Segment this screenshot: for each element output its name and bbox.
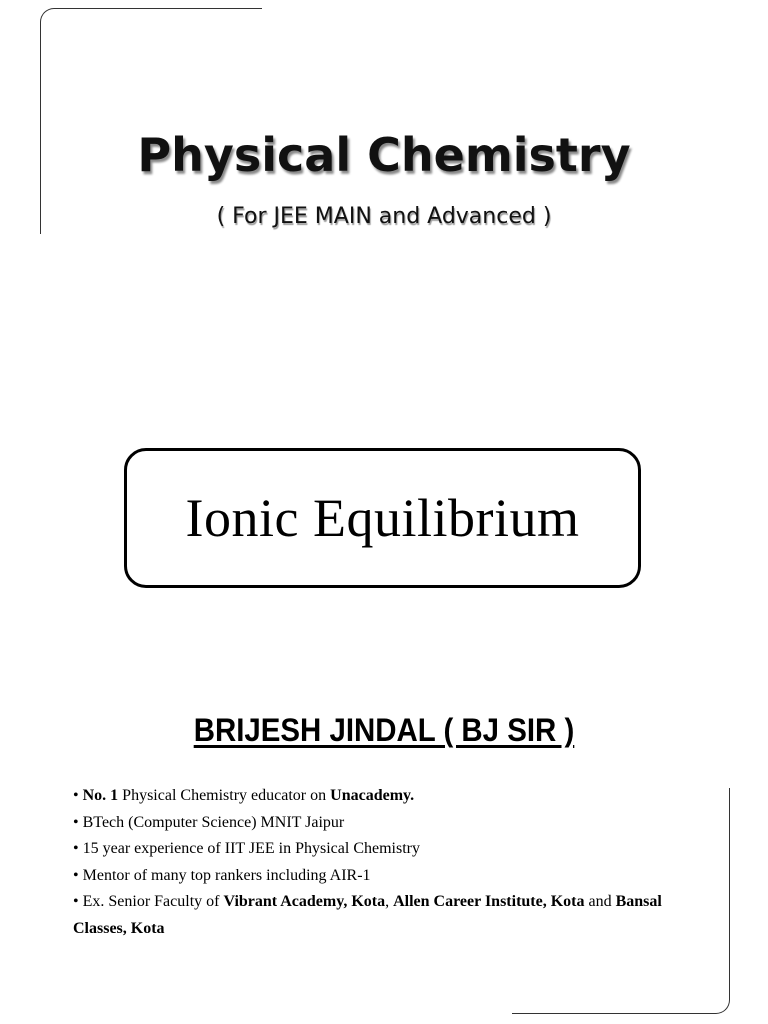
bio-text: Ex. Senior Faculty of (82, 893, 224, 910)
bio-institute: Allen Career Institute, Kota (393, 893, 585, 910)
author-bio-list (73, 783, 713, 942)
decorative-frame-top-left (40, 8, 262, 234)
bio-separator: , (385, 893, 394, 910)
book-title: Physical Chemistry (137, 128, 631, 182)
bio-platform: Unacademy. (330, 787, 415, 804)
bio-item (73, 863, 713, 890)
bio-institute: Bansal Classes, Kota (73, 893, 662, 937)
bio-item (73, 889, 713, 942)
bullet (73, 893, 83, 910)
bio-institute: Vibrant Academy, Kota (223, 893, 386, 910)
topic-title: Ionic Equilibrium (185, 488, 580, 548)
bio-rank: No. 1 (82, 787, 119, 804)
bullet (73, 787, 83, 804)
bio-text: Mentor of many top rankers including AIR-1 (82, 866, 371, 884)
bullet (73, 840, 83, 857)
bio-text: Physical Chemistry educator on (118, 787, 331, 804)
bio-separator: and (584, 893, 616, 910)
bullet (73, 814, 83, 831)
bullet (73, 867, 83, 884)
book-subtitle: ( For JEE MAIN and Advanced ) (216, 204, 552, 229)
bio-item (73, 783, 713, 810)
bio-item (73, 836, 713, 863)
bio-item (73, 810, 713, 837)
author-name: BRIJESH JINDAL ( BJ SIR ) (193, 712, 575, 748)
bio-text: 15 year experience of IIT JEE in Physical Chemistry (82, 840, 420, 857)
topic-box (124, 448, 641, 588)
bio-text: BTech (Computer Science) MNIT Jaipur (82, 813, 345, 831)
